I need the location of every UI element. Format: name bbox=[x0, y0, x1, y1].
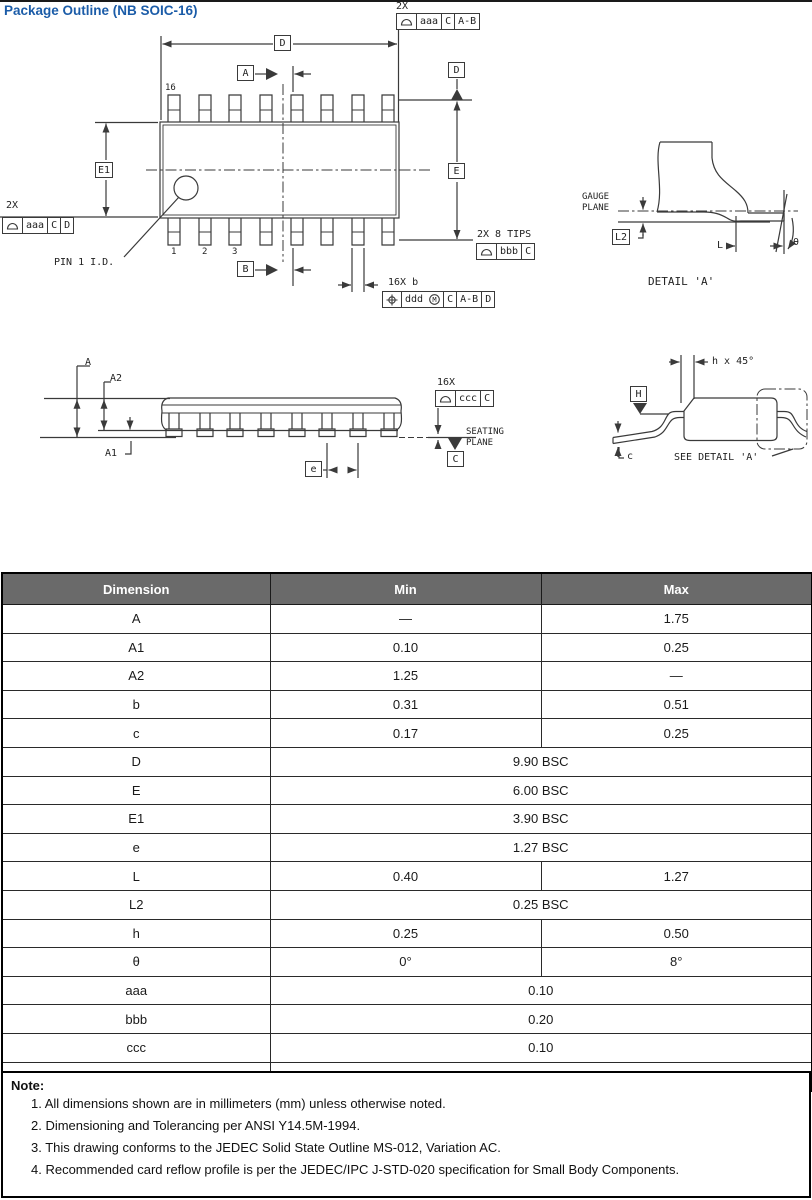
table-row bbox=[2, 805, 812, 834]
datum-box-D: D bbox=[448, 62, 465, 78]
dim-label-c: c bbox=[627, 451, 634, 462]
table-row bbox=[2, 919, 812, 948]
max-cell: 8° bbox=[541, 948, 812, 977]
see-detail-a-label: SEE DETAIL 'A' bbox=[674, 452, 759, 463]
notes-heading: Note: bbox=[11, 1078, 45, 1093]
min-cell: 0.31 bbox=[270, 690, 541, 719]
dimension-table bbox=[1, 572, 812, 1092]
b-callout-label: 16X b bbox=[388, 277, 419, 288]
fcf-datum-ref: C bbox=[443, 292, 456, 307]
max-cell: 0.50 bbox=[541, 919, 812, 948]
qty-2x-top-label: 2X bbox=[396, 1, 409, 12]
dimension-cell: h bbox=[2, 919, 270, 948]
table-row bbox=[2, 1005, 812, 1034]
fcf-datum-ref: A-B bbox=[456, 292, 481, 307]
table-row bbox=[2, 605, 812, 634]
gauge-plane-label-1: GAUGE bbox=[582, 192, 610, 202]
min-cell: — bbox=[270, 605, 541, 634]
min-cell: 0.17 bbox=[270, 719, 541, 748]
fcf-tolerance: bbb bbox=[496, 244, 521, 259]
notes-section bbox=[1, 1071, 811, 1198]
fcf-tolerance: ccc bbox=[455, 391, 480, 406]
pin-1-label: 1 bbox=[171, 247, 177, 257]
note-item: 1. All dimensions shown are in millimeters (mm) unless otherwise noted. bbox=[31, 1096, 446, 1111]
fcf-profile-aaa-top bbox=[396, 13, 480, 30]
datum-box-B: B bbox=[237, 261, 254, 277]
value-span-cell: 1.27 BSC bbox=[270, 833, 812, 862]
dim-label-A2: A2 bbox=[110, 373, 123, 384]
max-cell: 0.25 bbox=[541, 633, 812, 662]
dim-label-theta: θ bbox=[793, 237, 800, 248]
fcf-datum-ref: D bbox=[60, 218, 73, 233]
qty-2x-left-label: 2X bbox=[6, 200, 19, 211]
max-cell: 0.25 bbox=[541, 719, 812, 748]
note-item: 2. Dimensioning and Tolerancing per ANSI Y14.5M-1994. bbox=[31, 1118, 361, 1133]
table-header-row bbox=[2, 573, 812, 605]
dimension-cell: c bbox=[2, 719, 270, 748]
fcf-tolerance bbox=[401, 292, 443, 307]
dimension-cell: A1 bbox=[2, 633, 270, 662]
header-dimension: Dimension bbox=[2, 573, 270, 605]
table-row bbox=[2, 890, 812, 919]
notes-list bbox=[11, 1093, 801, 1181]
position-symbol-icon bbox=[383, 292, 401, 307]
dimension-cell: e bbox=[2, 833, 270, 862]
dim-label-A: A bbox=[85, 357, 92, 368]
dimension-cell: bbb bbox=[2, 1005, 270, 1034]
profile-symbol-icon bbox=[3, 218, 22, 233]
dimension-table-body bbox=[2, 605, 812, 1092]
datum-box-C: C bbox=[447, 451, 464, 467]
fcf-datum-ref: D bbox=[481, 292, 494, 307]
value-span-cell: 0.20 bbox=[270, 1005, 812, 1034]
dimension-cell: E bbox=[2, 776, 270, 805]
fcf-profile-aaa-left bbox=[2, 217, 74, 234]
min-cell: 0.25 bbox=[270, 919, 541, 948]
dim-box-e: e bbox=[305, 461, 322, 477]
qty-16x-label: 16X bbox=[437, 377, 456, 388]
note-item: 4. Recommended card reflow profile is per the JEDEC/IPC J-STD-020 specification for Small Body Components. bbox=[31, 1162, 680, 1177]
min-cell: 0.10 bbox=[270, 633, 541, 662]
dim-label-h45: h x 45° bbox=[712, 356, 755, 367]
detail-a-caption: DETAIL 'A' bbox=[648, 275, 715, 288]
header-min: Min bbox=[270, 573, 541, 605]
svg-text:M: M bbox=[432, 296, 437, 304]
profile-symbol-icon bbox=[436, 391, 455, 406]
gauge-plane-label-2: PLANE bbox=[582, 203, 610, 213]
pin-3-label: 3 bbox=[232, 247, 238, 257]
table-row bbox=[2, 833, 812, 862]
dim-box-L2: L2 bbox=[612, 229, 630, 245]
value-span-cell: 6.00 BSC bbox=[270, 776, 812, 805]
dim-box-E: E bbox=[448, 163, 465, 179]
table-row bbox=[2, 747, 812, 776]
seating-plane-label-1: SEATING bbox=[466, 427, 504, 437]
min-cell: 0° bbox=[270, 948, 541, 977]
value-span-cell: 0.25 BSC bbox=[270, 890, 812, 919]
max-cell: 1.75 bbox=[541, 605, 812, 634]
table-row bbox=[2, 690, 812, 719]
value-span-cell: 0.10 bbox=[270, 1033, 812, 1062]
dim-label-L: L bbox=[717, 240, 724, 251]
pin-16-label: 16 bbox=[165, 83, 176, 93]
pin-2-label: 2 bbox=[202, 247, 208, 257]
page-title: Package Outline (NB SOIC-16) bbox=[4, 3, 198, 18]
pin1-id-label: PIN 1 I.D. bbox=[54, 257, 115, 268]
table-row bbox=[2, 1033, 812, 1062]
fcf-position-ddd bbox=[382, 291, 495, 308]
max-cell: — bbox=[541, 662, 812, 691]
datum-box-H: H bbox=[630, 386, 647, 402]
max-cell: 0.51 bbox=[541, 690, 812, 719]
fcf-tolerance-text: ddd bbox=[405, 294, 424, 305]
min-cell: 1.25 bbox=[270, 662, 541, 691]
dimension-cell: aaa bbox=[2, 976, 270, 1005]
seating-plane-label-2: PLANE bbox=[466, 438, 494, 448]
table-row bbox=[2, 662, 812, 691]
dim-label-A1: A1 bbox=[105, 448, 118, 459]
dimension-cell: A2 bbox=[2, 662, 270, 691]
fcf-tolerance: aaa bbox=[416, 14, 441, 29]
fcf-profile-ccc bbox=[435, 390, 494, 407]
fcf-datum-ref: C bbox=[480, 391, 493, 406]
dimension-cell: L2 bbox=[2, 890, 270, 919]
fcf-tolerance: aaa bbox=[22, 218, 47, 233]
table-row bbox=[2, 862, 812, 891]
dimension-cell: A bbox=[2, 605, 270, 634]
max-cell: 1.27 bbox=[541, 862, 812, 891]
dimension-cell: θ bbox=[2, 948, 270, 977]
value-span-cell: 0.10 bbox=[270, 976, 812, 1005]
dimension-cell: E1 bbox=[2, 805, 270, 834]
fcf-datum-ref: C bbox=[47, 218, 60, 233]
fcf-datum-ref: C bbox=[441, 14, 454, 29]
dimension-cell: L bbox=[2, 862, 270, 891]
fcf-profile-bbb-tips bbox=[476, 243, 535, 260]
profile-symbol-icon bbox=[477, 244, 496, 259]
dim-box-D: D bbox=[274, 35, 291, 51]
dimension-cell: b bbox=[2, 690, 270, 719]
header-max: Max bbox=[541, 573, 812, 605]
table-row bbox=[2, 633, 812, 662]
tips-callout-label: 2X 8 TIPS bbox=[477, 229, 532, 240]
value-span-cell: 3.90 BSC bbox=[270, 805, 812, 834]
min-cell: 0.40 bbox=[270, 862, 541, 891]
table-row bbox=[2, 976, 812, 1005]
dimension-cell: ccc bbox=[2, 1033, 270, 1062]
table-row bbox=[2, 719, 812, 748]
dimension-cell: D bbox=[2, 747, 270, 776]
note-item: 3. This drawing conforms to the JEDEC Solid State Outline MS-012, Variation AC. bbox=[31, 1140, 501, 1155]
profile-symbol-icon bbox=[397, 14, 416, 29]
dim-box-E1: E1 bbox=[95, 162, 113, 178]
fcf-datum-ref: C bbox=[521, 244, 534, 259]
fcf-datum-ref: A-B bbox=[454, 14, 479, 29]
datum-box-A: A bbox=[237, 65, 254, 81]
table-row bbox=[2, 776, 812, 805]
table-row bbox=[2, 948, 812, 977]
value-span-cell: 9.90 BSC bbox=[270, 747, 812, 776]
m-modifier-icon bbox=[429, 294, 440, 305]
